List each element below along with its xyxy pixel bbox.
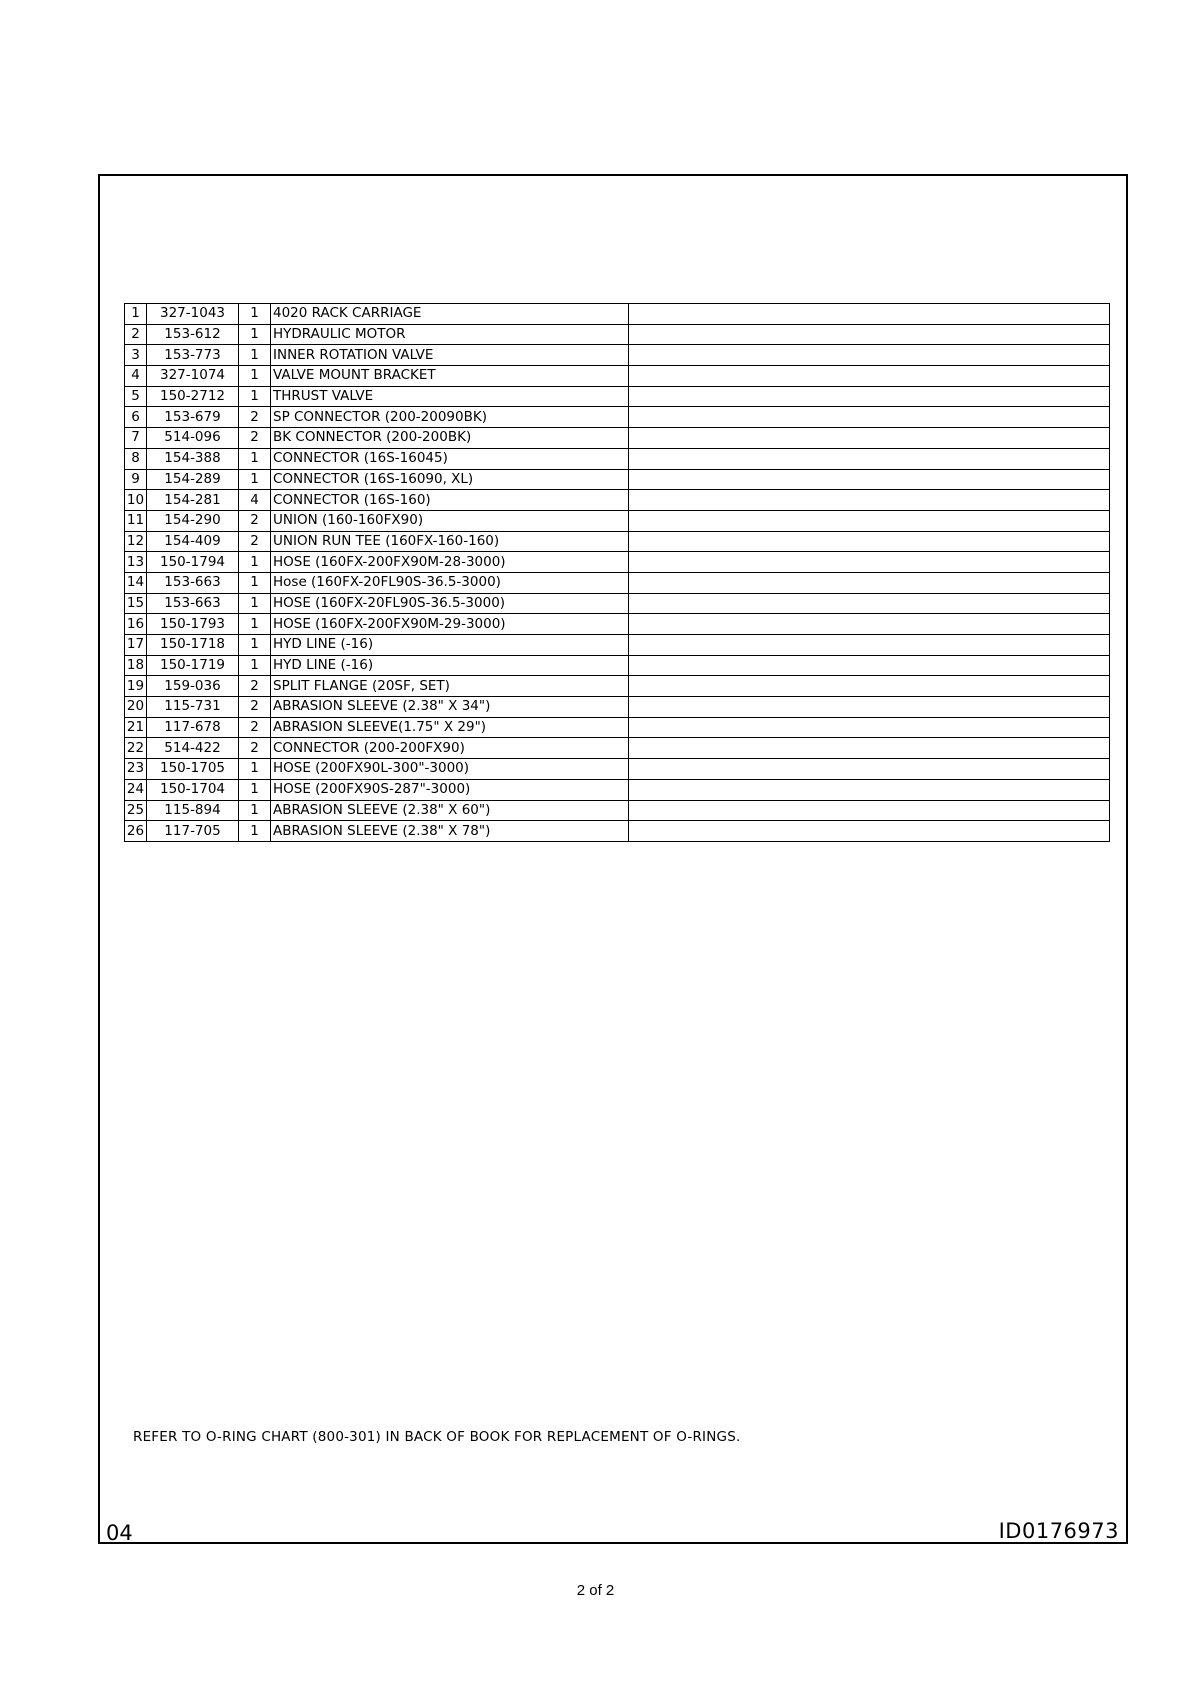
item-number-cell: 16 <box>125 614 147 635</box>
item-number-cell: 6 <box>125 407 147 428</box>
notes-cell <box>629 469 1110 490</box>
part-number-cell: 153-663 <box>147 593 239 614</box>
quantity-cell: 1 <box>239 386 271 407</box>
quantity-cell: 1 <box>239 345 271 366</box>
quantity-cell: 1 <box>239 448 271 469</box>
item-number-cell: 17 <box>125 635 147 656</box>
description-cell: HYD LINE (-16) <box>271 655 629 676</box>
part-number-cell: 150-1794 <box>147 552 239 573</box>
notes-cell <box>629 448 1110 469</box>
notes-cell <box>629 593 1110 614</box>
quantity-cell: 2 <box>239 738 271 759</box>
part-number-cell: 153-663 <box>147 572 239 593</box>
table-row <box>125 324 1110 345</box>
quantity-cell: 1 <box>239 779 271 800</box>
quantity-cell: 2 <box>239 531 271 552</box>
quantity-cell: 1 <box>239 800 271 821</box>
notes-cell <box>629 552 1110 573</box>
quantity-cell: 1 <box>239 552 271 573</box>
table-row <box>125 614 1110 635</box>
notes-cell <box>629 510 1110 531</box>
part-number-cell: 153-773 <box>147 345 239 366</box>
item-number-cell: 14 <box>125 572 147 593</box>
item-number-cell: 22 <box>125 738 147 759</box>
description-cell: Hose (160FX-20FL90S-36.5-3000) <box>271 572 629 593</box>
quantity-cell: 1 <box>239 304 271 325</box>
item-number-cell: 3 <box>125 345 147 366</box>
table-row <box>125 552 1110 573</box>
item-number-cell: 2 <box>125 324 147 345</box>
table-row <box>125 428 1110 449</box>
description-cell: CONNECTOR (16S-16090, XL) <box>271 469 629 490</box>
description-cell: HOSE (200FX90L-300"-3000) <box>271 759 629 780</box>
item-number-cell: 11 <box>125 510 147 531</box>
part-number-cell: 150-1705 <box>147 759 239 780</box>
notes-cell <box>629 572 1110 593</box>
notes-cell <box>629 717 1110 738</box>
item-number-cell: 8 <box>125 448 147 469</box>
table-row <box>125 386 1110 407</box>
part-number-cell: 153-679 <box>147 407 239 428</box>
description-cell: INNER ROTATION VALVE <box>271 345 629 366</box>
part-number-cell: 514-096 <box>147 428 239 449</box>
part-number-cell: 154-289 <box>147 469 239 490</box>
item-number-cell: 7 <box>125 428 147 449</box>
description-cell: HYDRAULIC MOTOR <box>271 324 629 345</box>
description-cell: BK CONNECTOR (200-200BK) <box>271 428 629 449</box>
description-cell: HOSE (200FX90S-287"-3000) <box>271 779 629 800</box>
quantity-cell: 2 <box>239 428 271 449</box>
notes-cell <box>629 635 1110 656</box>
part-number-cell: 153-612 <box>147 324 239 345</box>
notes-cell <box>629 366 1110 387</box>
item-number-cell: 23 <box>125 759 147 780</box>
quantity-cell: 2 <box>239 676 271 697</box>
part-number-cell: 327-1043 <box>147 304 239 325</box>
item-number-cell: 24 <box>125 779 147 800</box>
notes-cell <box>629 759 1110 780</box>
item-number-cell: 13 <box>125 552 147 573</box>
quantity-cell: 1 <box>239 324 271 345</box>
notes-cell <box>629 779 1110 800</box>
description-cell: CONNECTOR (16S-160) <box>271 490 629 511</box>
quantity-cell: 1 <box>239 614 271 635</box>
item-number-cell: 12 <box>125 531 147 552</box>
item-number-cell: 5 <box>125 386 147 407</box>
table-row <box>125 448 1110 469</box>
description-cell: HYD LINE (-16) <box>271 635 629 656</box>
part-number-cell: 150-2712 <box>147 386 239 407</box>
part-number-cell: 150-1719 <box>147 655 239 676</box>
description-cell: 4020 RACK CARRIAGE <box>271 304 629 325</box>
notes-cell <box>629 531 1110 552</box>
description-cell: ABRASION SLEEVE (2.38" X 78") <box>271 821 629 842</box>
quantity-cell: 1 <box>239 572 271 593</box>
table-row <box>125 821 1110 842</box>
notes-cell <box>629 800 1110 821</box>
item-number-cell: 20 <box>125 697 147 718</box>
table-row <box>125 717 1110 738</box>
quantity-cell: 1 <box>239 759 271 780</box>
table-row <box>125 655 1110 676</box>
quantity-cell: 1 <box>239 655 271 676</box>
item-number-cell: 9 <box>125 469 147 490</box>
quantity-cell: 1 <box>239 635 271 656</box>
table-row <box>125 469 1110 490</box>
part-number-cell: 117-705 <box>147 821 239 842</box>
notes-cell <box>629 676 1110 697</box>
description-cell: UNION (160-160FX90) <box>271 510 629 531</box>
notes-cell <box>629 407 1110 428</box>
description-cell: HOSE (160FX-20FL90S-36.5-3000) <box>271 593 629 614</box>
item-number-cell: 26 <box>125 821 147 842</box>
part-number-cell: 150-1718 <box>147 635 239 656</box>
table-row <box>125 490 1110 511</box>
description-cell: CONNECTOR (16S-16045) <box>271 448 629 469</box>
description-cell: ABRASION SLEEVE(1.75" X 29") <box>271 717 629 738</box>
table-row <box>125 345 1110 366</box>
notes-cell <box>629 490 1110 511</box>
notes-cell <box>629 821 1110 842</box>
description-cell: CONNECTOR (200-200FX90) <box>271 738 629 759</box>
part-number-cell: 514-422 <box>147 738 239 759</box>
part-number-cell: 159-036 <box>147 676 239 697</box>
notes-cell <box>629 428 1110 449</box>
item-number-cell: 10 <box>125 490 147 511</box>
table-row <box>125 779 1110 800</box>
description-cell: ABRASION SLEEVE (2.38" X 60") <box>271 800 629 821</box>
notes-cell <box>629 386 1110 407</box>
part-number-cell: 115-731 <box>147 697 239 718</box>
item-number-cell: 18 <box>125 655 147 676</box>
parts-list-body <box>125 304 1110 842</box>
item-number-cell: 19 <box>125 676 147 697</box>
description-cell: VALVE MOUNT BRACKET <box>271 366 629 387</box>
quantity-cell: 1 <box>239 821 271 842</box>
parts-list-table <box>124 303 1110 842</box>
part-number-cell: 117-678 <box>147 717 239 738</box>
table-row <box>125 510 1110 531</box>
table-row <box>125 635 1110 656</box>
table-row <box>125 593 1110 614</box>
quantity-cell: 1 <box>239 469 271 490</box>
table-row <box>125 738 1110 759</box>
document-id: ID0176973 <box>998 1519 1119 1543</box>
notes-cell <box>629 655 1110 676</box>
table-row <box>125 407 1110 428</box>
quantity-cell: 4 <box>239 490 271 511</box>
part-number-cell: 150-1704 <box>147 779 239 800</box>
page-number: 2 of 2 <box>576 1582 615 1599</box>
part-number-cell: 115-894 <box>147 800 239 821</box>
description-cell: HOSE (160FX-200FX90M-28-3000) <box>271 552 629 573</box>
item-number-cell: 21 <box>125 717 147 738</box>
quantity-cell: 2 <box>239 510 271 531</box>
quantity-cell: 1 <box>239 593 271 614</box>
notes-cell <box>629 345 1110 366</box>
revision-number: 04 <box>106 1521 133 1545</box>
quantity-cell: 1 <box>239 366 271 387</box>
description-cell: THRUST VALVE <box>271 386 629 407</box>
notes-cell <box>629 697 1110 718</box>
table-row <box>125 572 1110 593</box>
table-row <box>125 759 1110 780</box>
item-number-cell: 15 <box>125 593 147 614</box>
quantity-cell: 2 <box>239 697 271 718</box>
part-number-cell: 150-1793 <box>147 614 239 635</box>
item-number-cell: 25 <box>125 800 147 821</box>
part-number-cell: 154-281 <box>147 490 239 511</box>
description-cell: UNION RUN TEE (160FX-160-160) <box>271 531 629 552</box>
table-row <box>125 800 1110 821</box>
part-number-cell: 154-388 <box>147 448 239 469</box>
description-cell: ABRASION SLEEVE (2.38" X 34") <box>271 697 629 718</box>
notes-cell <box>629 614 1110 635</box>
part-number-cell: 154-290 <box>147 510 239 531</box>
table-row <box>125 697 1110 718</box>
description-cell: SPLIT FLANGE (20SF, SET) <box>271 676 629 697</box>
part-number-cell: 154-409 <box>147 531 239 552</box>
table-row <box>125 531 1110 552</box>
item-number-cell: 4 <box>125 366 147 387</box>
notes-cell <box>629 304 1110 325</box>
description-cell: HOSE (160FX-200FX90M-29-3000) <box>271 614 629 635</box>
part-number-cell: 327-1074 <box>147 366 239 387</box>
notes-cell <box>629 324 1110 345</box>
quantity-cell: 2 <box>239 717 271 738</box>
table-row <box>125 366 1110 387</box>
notes-cell <box>629 738 1110 759</box>
table-row <box>125 676 1110 697</box>
table-row <box>125 304 1110 325</box>
o-ring-note: REFER TO O-RING CHART (800-301) IN BACK OF BOOK FOR REPLACEMENT OF O-RINGS. <box>133 1429 741 1445</box>
description-cell: SP CONNECTOR (200-20090BK) <box>271 407 629 428</box>
item-number-cell: 1 <box>125 304 147 325</box>
quantity-cell: 2 <box>239 407 271 428</box>
